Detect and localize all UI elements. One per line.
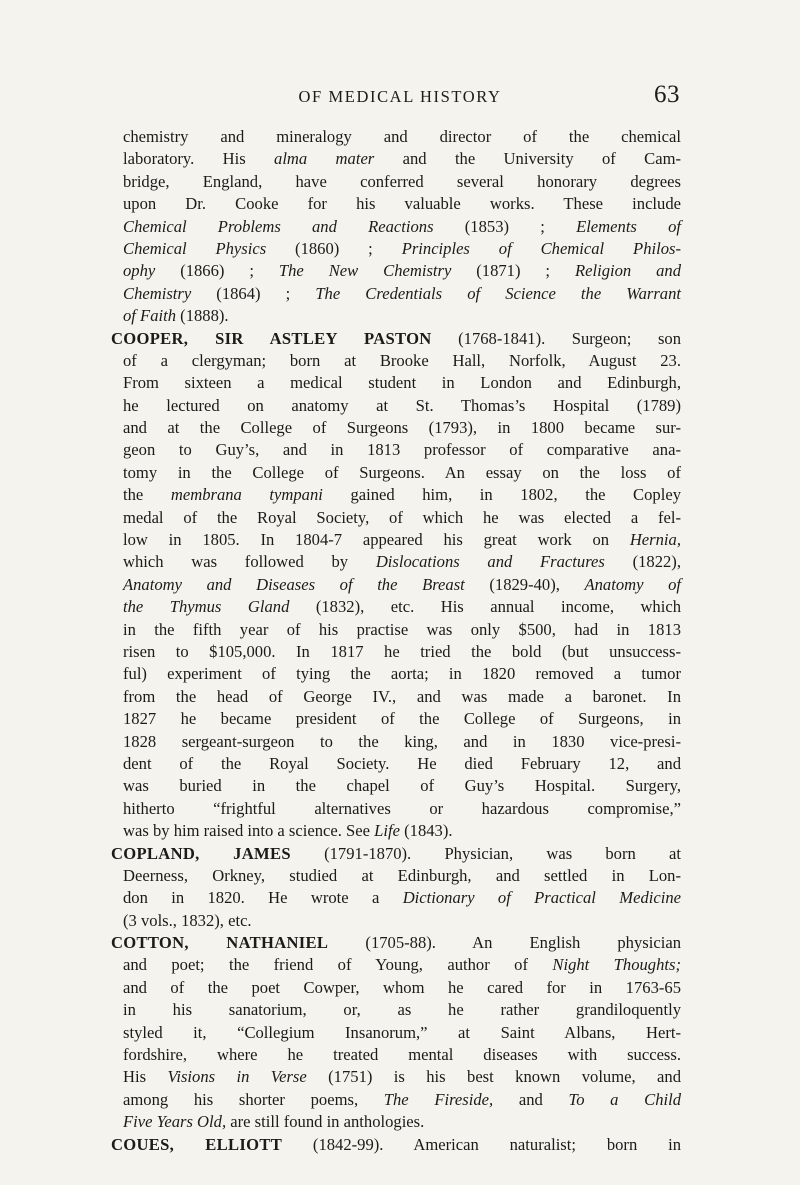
text-run: His <box>123 1067 168 1087</box>
italic-title: The Fireside, <box>383 1089 494 1109</box>
italic-title: of Faith <box>123 306 177 326</box>
entry-first-line <box>111 328 681 350</box>
text-run: was buried in the chapel of Guy’s Hospital. Surgery, <box>123 776 681 796</box>
text-run: From sixteen a medical student in London and Edinburgh, <box>123 373 681 393</box>
text-run: medal of the Royal Society, of which he was elected a fel- <box>123 507 681 527</box>
text-line <box>123 887 681 909</box>
text-line <box>123 977 681 999</box>
text-run: (1829-40), <box>464 574 585 594</box>
text-run: bridge, England, have conferred several honorary degrees <box>123 171 681 191</box>
text-run: 1828 sergeant-surgeon to the king, and in 1830 vice-presi- <box>123 731 681 751</box>
text-line <box>123 529 681 551</box>
text-line <box>123 260 681 282</box>
text-run: (1705-88). An English physician <box>328 933 681 953</box>
text-line <box>123 596 681 618</box>
text-run: chemistry and mineralogy and director of the chemical <box>123 127 681 146</box>
text-run: geon to Guy’s, and in 1813 professor of comparative ana- <box>123 440 681 460</box>
text-run: and the University of Cam- <box>374 149 682 169</box>
text-run: (1866) ; <box>155 261 279 281</box>
text-run: (1751) is his best known volume, and <box>306 1067 682 1087</box>
text-line <box>123 663 681 685</box>
entry-first-line <box>111 1134 681 1156</box>
italic-title: the Thymus Gland <box>123 597 290 617</box>
entry-headword: COOPER, SIR ASTLEY PASTON <box>111 328 432 348</box>
text-run: was by him raised into a science. See <box>123 821 375 841</box>
italic-title: Religion and <box>574 261 682 281</box>
italic-title: Five Years Old, <box>123 1112 227 1132</box>
text-run: (1853) ; <box>433 216 577 236</box>
text-line <box>123 1022 681 1044</box>
text-run: tomy in the College of Surgeons. An essay on the loss of <box>123 462 681 482</box>
entry-headword: COTTON, NATHANIEL <box>111 933 329 953</box>
text-run: (1871) ; <box>451 261 575 281</box>
text-line <box>123 820 681 842</box>
text-line <box>123 641 681 663</box>
text-run: in the fifth year of his practise was only $500, had in 1813 <box>123 619 681 639</box>
text-run: which was followed by <box>123 552 376 572</box>
text-run: gained him, in 1802, the Copley <box>322 485 681 505</box>
italic-title: Principles of Chemical Philos- <box>401 238 681 258</box>
text-run: from the head of George IV., and was made a baronet. In <box>123 686 681 706</box>
text-line <box>123 865 681 887</box>
text-run: dent of the Royal Society. He died February 12, and <box>123 753 681 773</box>
italic-title: Elements of <box>576 216 682 236</box>
body-text <box>111 126 682 1156</box>
italic-title: Anatomy and Diseases of the Breast <box>123 574 465 594</box>
text-line <box>123 1089 681 1111</box>
italic-title: To a Child <box>568 1089 682 1109</box>
text-line <box>123 216 681 238</box>
italic-title: Night Thoughts; <box>552 955 681 975</box>
text-run: fordshire, where he treated mental diseases with success. <box>123 1045 681 1065</box>
text-run: 1827 he became president of the College of Surgeons, in <box>123 709 681 729</box>
text-run: (1843). <box>399 821 453 841</box>
text-line <box>123 1111 681 1133</box>
italic-title: The Credentials of Science the Warrant <box>315 283 682 303</box>
text-run: styled it, “Collegium Insanorum,” at Saint Albans, Hert- <box>123 1022 681 1042</box>
entry-headword: COPLAND, JAMES <box>111 843 291 863</box>
italic-title: ophy <box>123 261 156 281</box>
italic-title: Chemical Physics <box>123 238 267 258</box>
text-line <box>123 708 681 730</box>
text-run: he lectured on anatomy at St. Thomas’s Hospital (1789) <box>123 395 681 415</box>
text-line <box>123 775 681 797</box>
text-run: (1768-1841). Surgeon; son <box>431 328 681 348</box>
text-run: (1791-1870). Physician, was born at <box>290 843 682 863</box>
text-line <box>123 753 681 775</box>
text-run: hitherto “frightful alternatives or hazardous compromise,” <box>123 798 681 818</box>
text-line <box>123 462 681 484</box>
text-line <box>123 372 681 394</box>
text-line <box>123 798 681 820</box>
text-line <box>123 350 681 372</box>
text-run: Deerness, Orkney, studied at Edinburgh, and settled in Lon- <box>123 865 681 885</box>
italic-title: alma mater <box>274 149 375 169</box>
text-line <box>123 439 681 461</box>
italic-title: Dictionary of Practical Medicine <box>402 888 681 908</box>
italic-title: Dislocations and Fractures <box>375 552 605 572</box>
italic-title: Chemical Problems and Reactions <box>123 216 434 236</box>
text-run: (1888). <box>176 306 229 326</box>
text-run: (1864) ; <box>191 283 316 303</box>
text-run: don in 1820. He wrote a <box>123 888 403 908</box>
text-line <box>123 954 681 976</box>
italic-title: Life <box>374 821 400 841</box>
italic-title: Anatomy of <box>584 574 681 594</box>
text-line <box>123 417 681 439</box>
text-run: risen to $105,000. In 1817 he tried the bold (but unsuccess- <box>123 641 681 661</box>
text-line <box>123 283 681 305</box>
text-line <box>123 619 681 641</box>
text-run: (1842-99). American naturalist; born in <box>282 1134 682 1154</box>
text-line <box>123 484 681 506</box>
text-line <box>123 507 681 529</box>
running-title: OF MEDICAL HISTORY <box>298 87 502 106</box>
text-run: and poet; the friend of Young, author of <box>123 955 553 975</box>
text-line <box>123 731 681 753</box>
text-line <box>123 305 681 327</box>
italic-title: Chemistry <box>123 283 192 303</box>
running-head <box>120 81 680 111</box>
text-line <box>123 238 681 260</box>
text-run: low in 1805. In 1804-7 appeared his great work on <box>123 530 630 550</box>
text-line <box>123 1066 681 1088</box>
text-line <box>123 910 681 932</box>
text-line <box>123 193 681 215</box>
text-line <box>123 551 681 573</box>
text-line <box>123 148 681 170</box>
entry-first-line <box>111 843 681 865</box>
text-run: in his sanatorium, or, as he rather grandiloquently <box>123 1000 681 1020</box>
italic-title: Visions in Verse <box>167 1067 307 1087</box>
text-run: and of the poet Cowper, whom he cared for in 1763-65 <box>123 977 681 997</box>
italic-title: membrana tympani <box>170 485 323 505</box>
text-line <box>123 126 681 148</box>
text-run: are still found in anthologies. <box>226 1112 425 1132</box>
text-run: of a clergyman; born at Brooke Hall, Norfolk, August 23. <box>123 350 681 370</box>
text-run: (1860) ; <box>266 238 402 258</box>
text-line <box>123 999 681 1021</box>
text-line <box>123 171 681 193</box>
text-line <box>123 395 681 417</box>
text-line <box>123 574 681 596</box>
text-run: (1832), etc. His annual income, which <box>289 597 682 617</box>
italic-title: Hernia, <box>629 530 681 550</box>
text-run: (1822), <box>604 552 681 572</box>
text-run: upon Dr. Cooke for his valuable works. These include <box>123 194 681 214</box>
text-run: (3 vols., 1832), etc. <box>123 910 252 930</box>
text-run: the <box>123 485 171 505</box>
italic-title: The New Chemistry <box>278 261 452 281</box>
text-run: and at the College of Surgeons (1793), in 1800 became sur- <box>123 418 681 438</box>
text-run: and <box>493 1089 569 1109</box>
text-run: laboratory. His <box>123 149 275 169</box>
text-run: among his shorter poems, <box>123 1089 384 1109</box>
text-line <box>123 686 681 708</box>
page-number: 63 <box>654 81 680 108</box>
entry-first-line <box>111 932 681 954</box>
text-run: ful) experiment of tying the aorta; in 1820 removed a tumor <box>123 664 681 684</box>
text-line <box>123 1044 681 1066</box>
entry-headword: COUES, ELLIOTT <box>111 1134 283 1154</box>
